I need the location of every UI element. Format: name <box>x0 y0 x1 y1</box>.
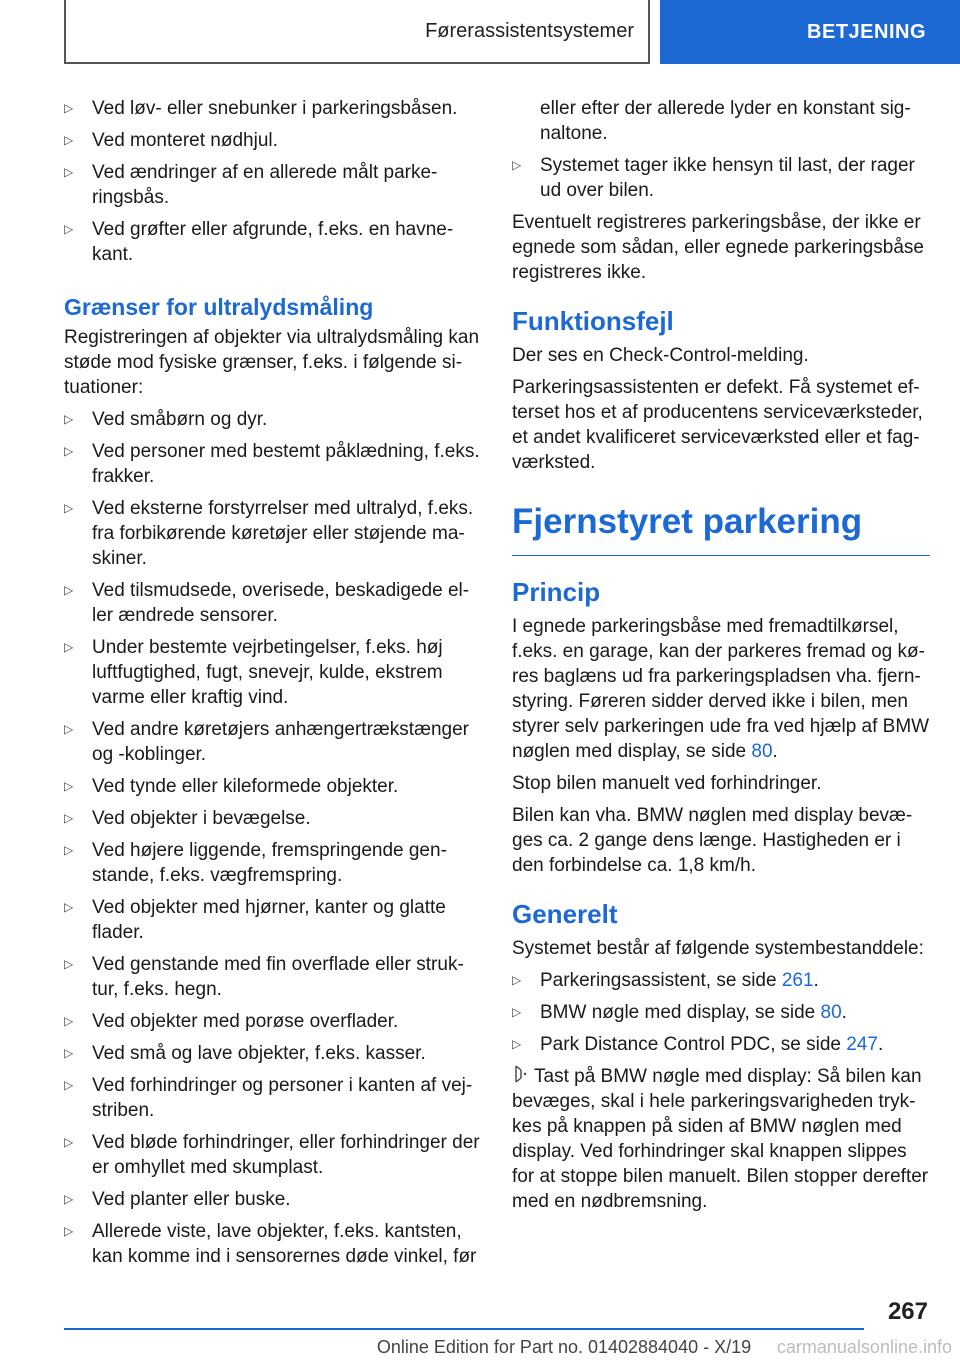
right-column <box>512 96 930 1214</box>
paragraph <box>512 614 930 764</box>
text: . <box>772 741 778 762</box>
watermark: carmanualsonline.info <box>776 1337 952 1357</box>
continued-text: eller efter der allerede lyder en konstant signaltone. <box>540 98 911 144</box>
bullet-list-components <box>512 968 930 1057</box>
list-item: ▷ Ved forhindringer og personer i kanten af vejstriben. <box>64 1073 482 1123</box>
list-item: ▷ Ved tynde eller kileformede objekter. <box>64 774 482 799</box>
note-text: Tast på BMW nøgle med display: Så bilen kan bevæges, skal i hele parkeringsvarigheden trykkes på knappen på siden af BMW nøglen med display. Ved forhindringer skal knappen slippes for at stoppe bilen manuelt. Bilen stopper derefter med en nødbremsning. <box>512 1066 929 1212</box>
paragraph: Der ses en Check-Control-melding. <box>512 345 809 366</box>
section-tab <box>660 0 960 64</box>
text: Parkeringsassistent, se side <box>540 970 782 991</box>
bullet-list-continued <box>512 153 930 203</box>
note-paragraph <box>512 1064 930 1214</box>
list-item: ▷ Ved objekter i bevægelse. <box>64 806 482 831</box>
list-item: ▷ Ved ændringer af en allerede målt parkeringsbås. <box>64 160 482 210</box>
list-item: ▷ Ved genstande med fin overflade eller struktur, f.eks. hegn. <box>64 952 482 1002</box>
chapter-heading-remote-parking: Fjernstyret parkering <box>512 501 930 556</box>
list-item: ▷ Ved små og lave objekter, f.eks. kasser. <box>64 1041 482 1066</box>
bullet-list-limits <box>64 407 482 1269</box>
text: Park Distance Control PDC, se side <box>540 1034 847 1055</box>
list-item: ▷ Ved planter eller buske. <box>64 1187 482 1212</box>
section-heading-ultrasound-limits: Grænser for ultralydsmåling <box>64 294 374 320</box>
chapter-title <box>64 0 650 64</box>
page-number: 267 <box>887 1298 928 1325</box>
page-link[interactable]: 261 <box>781 970 814 991</box>
paragraph: Stop bilen manuelt ved forhindringer. <box>512 773 822 794</box>
list-item: ▷ Ved andre køretøjers anhængertrækstænger og -koblinger. <box>64 717 482 767</box>
text: . <box>877 1034 884 1055</box>
paragraph: Registreringen af objekter via ultralydsmåling kan støde mod fysiske grænser, f.eks. i følgende situationer: <box>64 327 480 398</box>
list-item: ▷ Ved personer med bestemt påklædning, f.eks. frakker. <box>64 439 482 489</box>
list-item <box>512 1000 930 1025</box>
section-heading-principle: Princip <box>512 577 601 607</box>
page-header <box>0 0 960 66</box>
list-item: ▷ Ved småbørn og dyr. <box>64 407 482 432</box>
paragraph: Bilen kan vha. BMW nøglen med display bevæges ca. 2 gange dens længe. Hastigheden er i den forbindelse ca. 1,8 km/h. <box>512 805 913 876</box>
list-item: ▷ Ved objekter med hjørner, kanter og glatte flader. <box>64 895 482 945</box>
section-heading-malfunction: Funktionsfejl <box>512 306 674 336</box>
paragraph: Eventuelt registreres parkeringsbåse, der ikke er egnede som sådan, eller egnede parkeringsbåse registreres ikke. <box>512 212 924 283</box>
key-button-icon <box>512 1064 528 1084</box>
list-item: ▷ Allerede viste, lave objekter, f.eks. kantsten, kan komme ind i sensorernes døde vinkel, før <box>64 1219 482 1269</box>
list-item: ▷ Ved eksterne forstyrrelser med ultralyd, f.eks. fra forbikørende køretøjer eller støjende maskiner. <box>64 496 482 571</box>
list-item: ▷ Ved monteret nødhjul. <box>64 128 482 153</box>
bullet-list-top <box>64 96 482 267</box>
section-heading-general: Generelt <box>512 899 618 929</box>
page-link[interactable]: 80 <box>820 1002 842 1023</box>
list-item: ▷ Ved objekter med porøse overflader. <box>64 1009 482 1034</box>
page-link[interactable]: 80 <box>751 741 773 762</box>
list-item: ▷ Ved bløde forhindringer, eller forhindringer der er omhyllet med skumplast. <box>64 1130 482 1180</box>
footer-divider <box>64 1328 864 1330</box>
list-item: ▷ Ved grøfter eller afgrunde, f.eks. en havnekant. <box>64 217 482 267</box>
list-item <box>512 968 930 993</box>
list-item: ▷ Ved løv- eller snebunker i parkeringsbåsen. <box>64 96 482 121</box>
text: . <box>813 970 819 991</box>
chapter-title-text: Førerassistentsystemer <box>425 19 634 42</box>
text: . <box>841 1002 847 1023</box>
list-item: ▷ Under bestemte vejrbetingelser, f.eks. høj luftfugtighed, fugt, snevejr, kulde, ekstrem varme eller kraftig vind. <box>64 635 482 710</box>
text: I egnede parkeringsbåse med fremadtilkørsel, f.eks. en garage, kan der parkeres fremad og køres baglæns ud fra parkeringspladsen vha. fjernstyring. Føreren sidder derved ikke i bilen, men styrer selv parkeringen ude fra ved hjælp af BMW nøglen med display, se side <box>512 616 930 762</box>
paragraph: Parkeringsassistenten er defekt. Få systemet efterset hos et af producentens serviceværksteder, et andet kvalificeret serviceværksted eller et fagværksted. <box>512 377 923 473</box>
list-item: ▷ Systemet tager ikke hensyn til last, der rager ud over bilen. <box>512 153 930 203</box>
section-tab-text: BETJENING <box>807 20 926 43</box>
left-column <box>64 96 482 1276</box>
list-item: ▷ Ved tilsmudsede, overisede, beskadigede eller ændrede sensorer. <box>64 578 482 628</box>
list-item <box>512 1032 930 1057</box>
paragraph: Systemet består af følgende systembestanddele: <box>512 938 924 959</box>
page-link[interactable]: 247 <box>846 1034 878 1055</box>
list-item: ▷ Ved højere liggende, fremspringende genstande, f.eks. vægfremspring. <box>64 838 482 888</box>
text: BMW nøgle med display, se side <box>540 1002 821 1023</box>
edition-text: Online Edition for Part no. 01402884040 - X/19 <box>376 1337 752 1357</box>
